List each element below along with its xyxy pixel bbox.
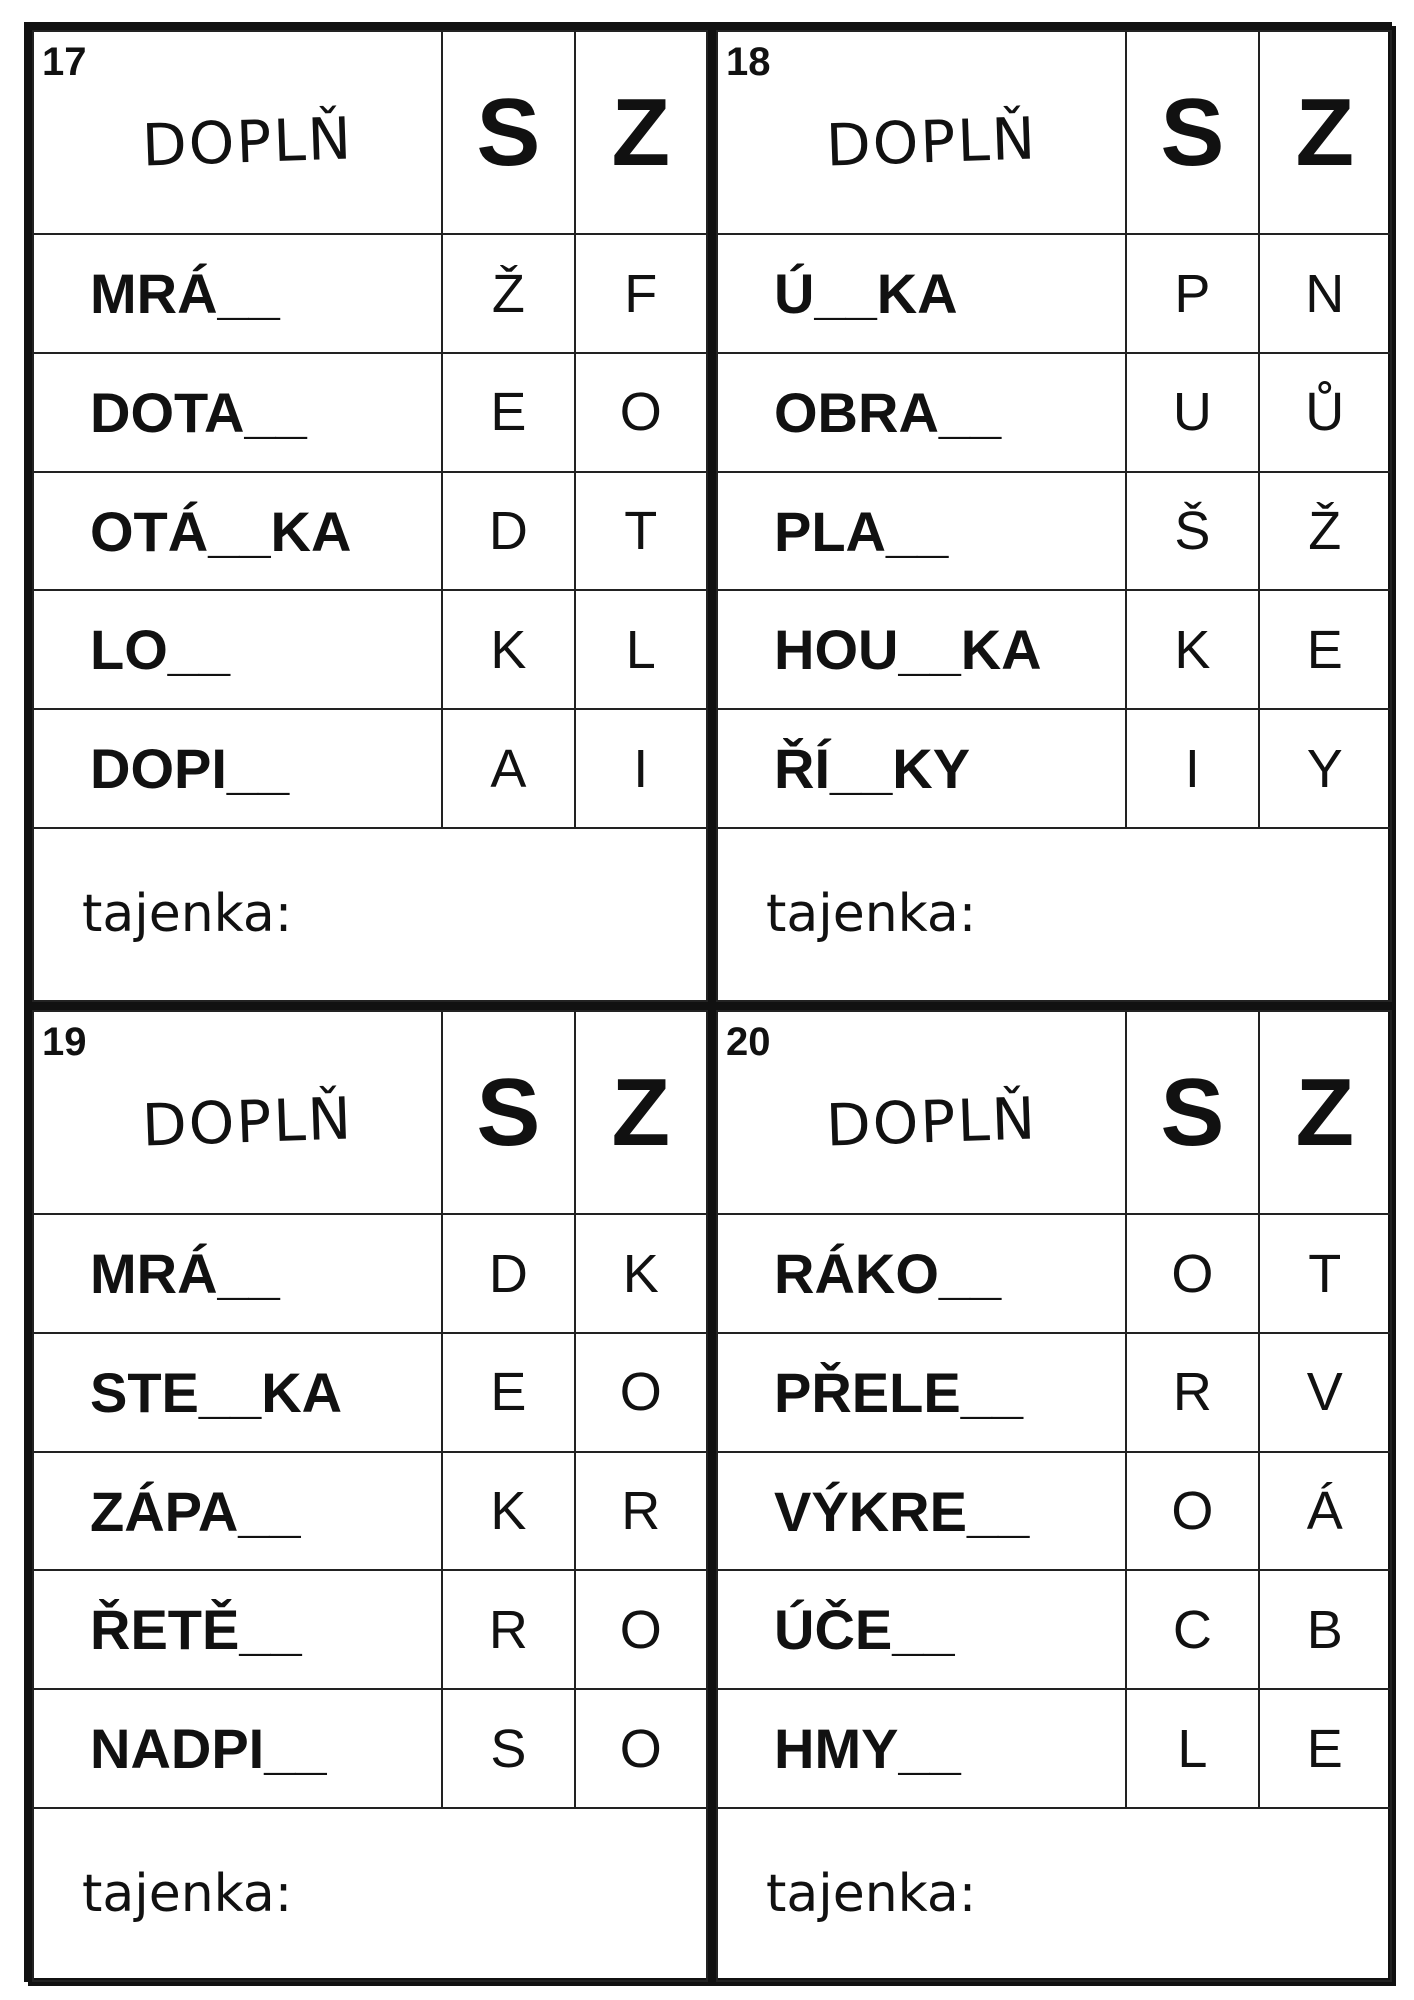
puzzle-table xyxy=(32,1010,708,1982)
puzzle-row xyxy=(717,353,1391,472)
word-cell: HOU__KA xyxy=(717,590,1126,709)
z-letter-cell[interactable]: F xyxy=(575,234,707,353)
z-letter-cell[interactable]: E xyxy=(1259,590,1391,709)
word-cell: LO__ xyxy=(33,590,442,709)
puzzle-table xyxy=(716,1010,1392,1982)
s-letter-cell[interactable]: E xyxy=(442,353,574,472)
header-row xyxy=(33,31,707,234)
s-letter-cell[interactable]: R xyxy=(442,1570,574,1689)
z-letter-cell[interactable]: R xyxy=(575,1452,707,1571)
s-letter-cell[interactable]: D xyxy=(442,472,574,591)
footer-row xyxy=(717,828,1391,1001)
card-title: DOPLŇ xyxy=(824,1084,1039,1160)
card-title: DOPLŇ xyxy=(824,104,1039,180)
puzzle-row xyxy=(33,234,707,353)
s-letter-cell[interactable]: I xyxy=(1126,709,1258,828)
column-s-header: S xyxy=(1126,31,1258,234)
word-cell: ŘETĚ__ xyxy=(33,1570,442,1689)
header-row xyxy=(717,1011,1391,1214)
z-letter-cell[interactable]: K xyxy=(575,1214,707,1333)
tajenka-cell[interactable]: tajenka: xyxy=(717,1808,1391,1981)
column-s-header: S xyxy=(442,1011,574,1214)
header-row xyxy=(33,1011,707,1214)
puzzle-row xyxy=(717,1689,1391,1808)
tajenka-cell[interactable]: tajenka: xyxy=(33,828,707,1001)
card-number: 18 xyxy=(726,40,771,84)
column-s-header: S xyxy=(1126,1011,1258,1214)
card-number: 20 xyxy=(726,1020,771,1064)
puzzle-row xyxy=(717,1570,1391,1689)
puzzle-row xyxy=(717,234,1391,353)
word-cell: DOPI__ xyxy=(33,709,442,828)
puzzle-row xyxy=(717,1452,1391,1571)
s-letter-cell[interactable]: L xyxy=(1126,1689,1258,1808)
word-cell: NADPI__ xyxy=(33,1689,442,1808)
word-cell: ZÁPA__ xyxy=(33,1452,442,1571)
footer-row xyxy=(33,1808,707,1981)
column-z-header: Z xyxy=(575,1011,707,1214)
column-z-header: Z xyxy=(1259,1011,1391,1214)
z-letter-cell[interactable]: O xyxy=(575,1570,707,1689)
s-letter-cell[interactable]: P xyxy=(1126,234,1258,353)
s-letter-cell[interactable]: K xyxy=(442,1452,574,1571)
s-letter-cell[interactable]: O xyxy=(1126,1214,1258,1333)
word-cell: DOTA__ xyxy=(33,353,442,472)
puzzle-row xyxy=(33,1689,707,1808)
puzzle-row xyxy=(717,472,1391,591)
header-cell xyxy=(33,31,442,234)
z-letter-cell[interactable]: I xyxy=(575,709,707,828)
s-letter-cell[interactable]: U xyxy=(1126,353,1258,472)
z-letter-cell[interactable]: Á xyxy=(1259,1452,1391,1571)
s-letter-cell[interactable]: Ž xyxy=(442,234,574,353)
column-s-header: S xyxy=(442,31,574,234)
z-letter-cell[interactable]: N xyxy=(1259,234,1391,353)
puzzle-card-19 xyxy=(28,1006,712,1986)
puzzle-table xyxy=(716,30,1392,1002)
s-letter-cell[interactable]: E xyxy=(442,1333,574,1452)
word-cell: PŘELE__ xyxy=(717,1333,1126,1452)
header-cell xyxy=(717,1011,1126,1214)
s-letter-cell[interactable]: O xyxy=(1126,1452,1258,1571)
z-letter-cell[interactable]: B xyxy=(1259,1570,1391,1689)
column-z-header: Z xyxy=(1259,31,1391,234)
tajenka-cell[interactable]: tajenka: xyxy=(33,1808,707,1981)
puzzle-row xyxy=(33,1452,707,1571)
puzzle-row xyxy=(33,1333,707,1452)
puzzle-row xyxy=(717,1214,1391,1333)
s-letter-cell[interactable]: R xyxy=(1126,1333,1258,1452)
puzzle-row xyxy=(33,709,707,828)
word-cell: ÚČE__ xyxy=(717,1570,1126,1689)
z-letter-cell[interactable]: Y xyxy=(1259,709,1391,828)
puzzle-row xyxy=(717,590,1391,709)
puzzle-row xyxy=(33,472,707,591)
tajenka-cell[interactable]: tajenka: xyxy=(717,828,1391,1001)
word-cell: STE__KA xyxy=(33,1333,442,1452)
s-letter-cell[interactable]: K xyxy=(442,590,574,709)
puzzle-card-18 xyxy=(712,26,1396,1006)
word-cell: OTÁ__KA xyxy=(33,472,442,591)
z-letter-cell[interactable]: Ž xyxy=(1259,472,1391,591)
word-cell: MRÁ__ xyxy=(33,234,442,353)
word-cell: ŘÍ__KY xyxy=(717,709,1126,828)
z-letter-cell[interactable]: O xyxy=(575,1689,707,1808)
z-letter-cell[interactable]: E xyxy=(1259,1689,1391,1808)
puzzle-row xyxy=(33,1214,707,1333)
footer-row xyxy=(717,1808,1391,1981)
worksheet xyxy=(24,22,1392,1982)
z-letter-cell[interactable]: T xyxy=(1259,1214,1391,1333)
puzzle-table xyxy=(32,30,708,1002)
word-cell: PLA__ xyxy=(717,472,1126,591)
card-number: 19 xyxy=(42,1020,87,1064)
z-letter-cell[interactable]: Ů xyxy=(1259,353,1391,472)
column-z-header: Z xyxy=(575,31,707,234)
puzzle-card-17 xyxy=(28,26,712,1006)
word-cell: HMY__ xyxy=(717,1689,1126,1808)
s-letter-cell[interactable]: D xyxy=(442,1214,574,1333)
header-row xyxy=(717,31,1391,234)
z-letter-cell[interactable]: T xyxy=(575,472,707,591)
card-title: DOPLŇ xyxy=(140,1084,355,1160)
word-cell: MRÁ__ xyxy=(33,1214,442,1333)
puzzle-row xyxy=(33,590,707,709)
z-letter-cell[interactable]: L xyxy=(575,590,707,709)
s-letter-cell[interactable]: K xyxy=(1126,590,1258,709)
header-cell xyxy=(717,31,1126,234)
s-letter-cell[interactable]: A xyxy=(442,709,574,828)
puzzle-row xyxy=(33,353,707,472)
puzzle-row xyxy=(717,709,1391,828)
word-cell: Ú__KA xyxy=(717,234,1126,353)
s-letter-cell[interactable]: C xyxy=(1126,1570,1258,1689)
z-letter-cell[interactable]: O xyxy=(575,1333,707,1452)
card-title: DOPLŇ xyxy=(140,104,355,180)
puzzle-card-20 xyxy=(712,1006,1396,1986)
puzzle-row xyxy=(717,1333,1391,1452)
s-letter-cell[interactable]: S xyxy=(442,1689,574,1808)
z-letter-cell[interactable]: V xyxy=(1259,1333,1391,1452)
s-letter-cell[interactable]: Š xyxy=(1126,472,1258,591)
card-number: 17 xyxy=(42,40,87,84)
z-letter-cell[interactable]: O xyxy=(575,353,707,472)
word-cell: RÁKO__ xyxy=(717,1214,1126,1333)
footer-row xyxy=(33,828,707,1001)
puzzle-row xyxy=(33,1570,707,1689)
word-cell: OBRA__ xyxy=(717,353,1126,472)
word-cell: VÝKRE__ xyxy=(717,1452,1126,1571)
header-cell xyxy=(33,1011,442,1214)
